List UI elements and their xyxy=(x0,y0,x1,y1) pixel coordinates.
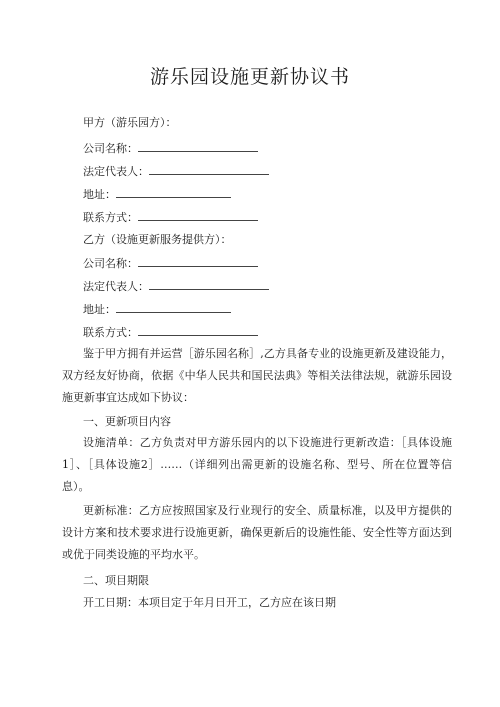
party-b-heading: 乙方（设施更新服务提供方）： xyxy=(83,233,232,246)
party-a-heading: 甲方（游乐园方）： xyxy=(83,116,177,129)
party-b-rep-label: 法定代表人： xyxy=(83,280,149,293)
section1-list-paragraph: 设施清单：乙方负责对甲方游乐园内的以下设施进行更新改造：［具体设施1］、［具体设施2］……（详细列出需更新的设施名称、型号、所在位置等信息）。 xyxy=(62,436,452,493)
party-b-company-label: 公司名称： xyxy=(83,257,138,270)
party-a-address-line xyxy=(83,187,231,202)
party-a-address-label: 地址： xyxy=(83,188,116,201)
party-a-rep-label: 法定代表人： xyxy=(83,165,149,178)
party-b-contact-label: 联系方式： xyxy=(83,326,138,339)
party-a-company-label: 公司名称： xyxy=(83,142,138,155)
party-a-company-line xyxy=(83,141,258,156)
party-a-rep-line xyxy=(83,164,269,179)
party-a-contact-line xyxy=(83,210,258,225)
party-a-address-blank xyxy=(116,187,231,198)
party-b-address-label: 地址： xyxy=(83,303,116,316)
preamble-paragraph: 鉴于甲方拥有并运营［游乐园名称］,乙方具备专业的设施更新及建设能力，双方经友好协商，依据《中华人民共和国民法典》等相关法律法规，就游乐园设施更新事宜达成如下协议： xyxy=(62,347,452,404)
party-a-contact-label: 联系方式： xyxy=(83,211,138,224)
section1-standard-paragraph: 更新标准：乙方应按照国家及行业现行的安全、质量标准，以及甲方提供的设计方案和技术要求进行设施更新，确保更新后的设施性能、安全性等方面达到或优于同类设施的平均水平。 xyxy=(62,504,452,561)
party-a-company-blank xyxy=(138,141,258,152)
section1-heading: 一、更新项目内容 xyxy=(83,415,171,428)
section2-start-paragraph: 开工日期：本项目定于年月日开工，乙方应在该日期 xyxy=(83,596,336,609)
party-a-contact-blank xyxy=(138,210,258,221)
document-title: 游乐园设施更新协议书 xyxy=(149,66,350,88)
party-b-company-line xyxy=(83,256,258,271)
party-b-address-blank xyxy=(116,302,231,313)
party-b-rep-line xyxy=(83,279,269,294)
party-b-contact-line xyxy=(83,325,258,340)
party-b-company-blank xyxy=(138,256,258,267)
party-b-contact-blank xyxy=(138,325,258,336)
section2-heading: 二、项目期限 xyxy=(83,574,149,587)
party-a-rep-blank xyxy=(149,164,269,175)
party-b-address-line xyxy=(83,302,231,317)
party-b-rep-blank xyxy=(149,279,269,290)
